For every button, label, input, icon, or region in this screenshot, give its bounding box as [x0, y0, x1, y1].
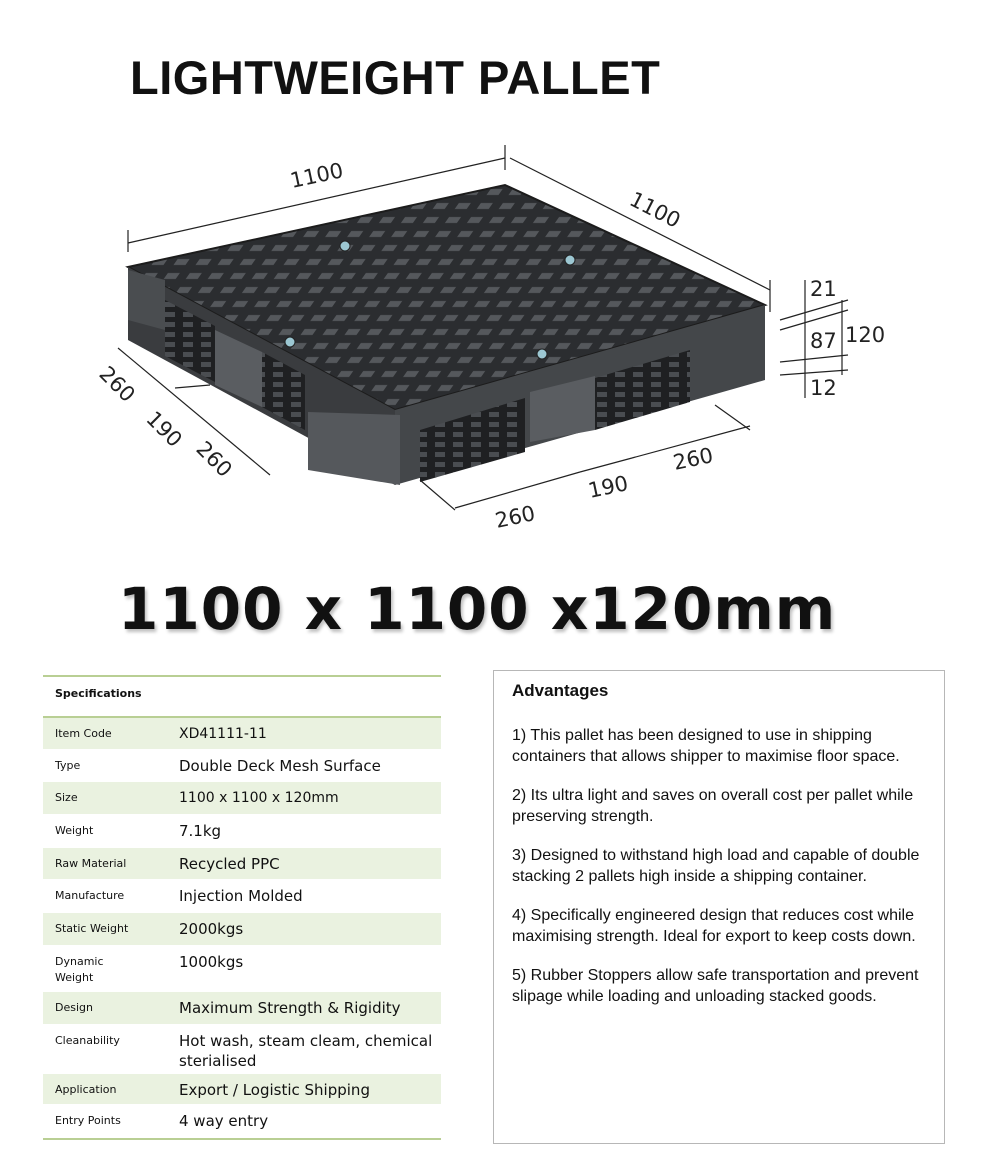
spec-row-size — [43, 782, 441, 815]
spec-value: Maximum Strength & Rigidity — [179, 999, 401, 1017]
spec-row-cleanability — [43, 1025, 441, 1074]
dim-total-height: 120 — [845, 323, 886, 347]
spec-row-design — [43, 992, 441, 1025]
specifications-table — [43, 675, 441, 1140]
dim-top-width: 1100 — [625, 187, 685, 233]
spec-row-manufacture — [43, 880, 441, 913]
spec-label: Cleanability — [55, 1034, 120, 1047]
spec-value: Injection Molded — [179, 887, 303, 905]
spec-row-weight — [43, 815, 441, 848]
spec-row-entry-points — [43, 1105, 441, 1138]
dim-left-c: 260 — [191, 436, 237, 482]
spec-label: Entry Points — [55, 1114, 121, 1127]
spec-value: 7.1kg — [179, 822, 222, 840]
advantage-item: 1) This pallet has been designed to use in shipping containers that allows shipper to maximise floor space. — [512, 727, 900, 765]
spec-row-static-weight — [43, 913, 441, 946]
pallet-diagram — [0, 130, 1000, 550]
dim-front-b: 190 — [586, 471, 631, 503]
spec-label: Dynamic Weight — [55, 955, 104, 984]
spec-label: Raw Material — [55, 857, 127, 870]
spec-label: Design — [55, 1001, 93, 1014]
spec-value: 2000kgs — [179, 920, 244, 938]
advantage-item: 3) Designed to withstand high load and capable of double stacking 2 pallets high inside a shipping container. — [512, 847, 920, 885]
dim-deck-thickness: 21 — [810, 277, 837, 301]
specifications-heading: Specifications — [43, 675, 441, 718]
advantages-heading: Advantages — [512, 681, 609, 700]
advantage-item: 4) Specifically engineered design that reduces cost while maximising strength. Ideal for export to keep costs down. — [512, 907, 916, 945]
dim-front-c: 260 — [671, 443, 716, 475]
spec-row-raw-material — [43, 848, 441, 880]
spec-label: Manufacture — [55, 889, 125, 902]
spec-value: Recycled PPC — [179, 855, 280, 873]
spec-label: Size — [55, 791, 78, 804]
spec-value: 4 way entry — [179, 1112, 269, 1130]
page-title: LIGHTWEIGHT PALLET — [130, 51, 661, 104]
spec-label: Weight — [55, 824, 94, 837]
spec-value: Double Deck Mesh Surface — [179, 757, 381, 775]
dim-top-length: 1100 — [288, 158, 346, 193]
spec-value: 1000kgs — [179, 953, 244, 971]
dim-bottom-thickness: 12 — [810, 376, 837, 400]
dim-front-a: 260 — [493, 501, 538, 533]
advantage-item: 2) Its ultra light and saves on overall cost per pallet while preserving strength. — [512, 787, 914, 825]
size-heading: 1100 x 1100 x120mm — [118, 575, 837, 643]
dim-left-a: 260 — [94, 361, 140, 407]
spec-value: Hot wash, steam cleam, chemical sterialised — [179, 1032, 433, 1070]
advantage-item: 5) Rubber Stoppers allow safe transportation and prevent slipage while loading and unloading stacked goods. — [512, 967, 919, 1005]
spec-value: 1100 x 1100 x 120mm — [179, 790, 339, 806]
advantages-box — [493, 670, 945, 1144]
spec-label: Item Code — [55, 727, 112, 740]
spec-value: XD41111-11 — [179, 726, 267, 742]
spec-row-type — [43, 750, 441, 782]
spec-row-dynamic-weight — [43, 946, 441, 992]
spec-label: Static Weight — [55, 922, 129, 935]
specifications-footer-rule — [43, 1138, 441, 1140]
dim-left-b: 190 — [141, 406, 187, 452]
spec-label: Type — [55, 759, 81, 772]
spec-value: Export / Logistic Shipping — [179, 1081, 370, 1099]
spec-label: Application — [55, 1083, 117, 1096]
dim-opening-height: 87 — [810, 329, 837, 353]
spec-row-item-code — [43, 718, 441, 750]
spec-row-application — [43, 1074, 441, 1105]
